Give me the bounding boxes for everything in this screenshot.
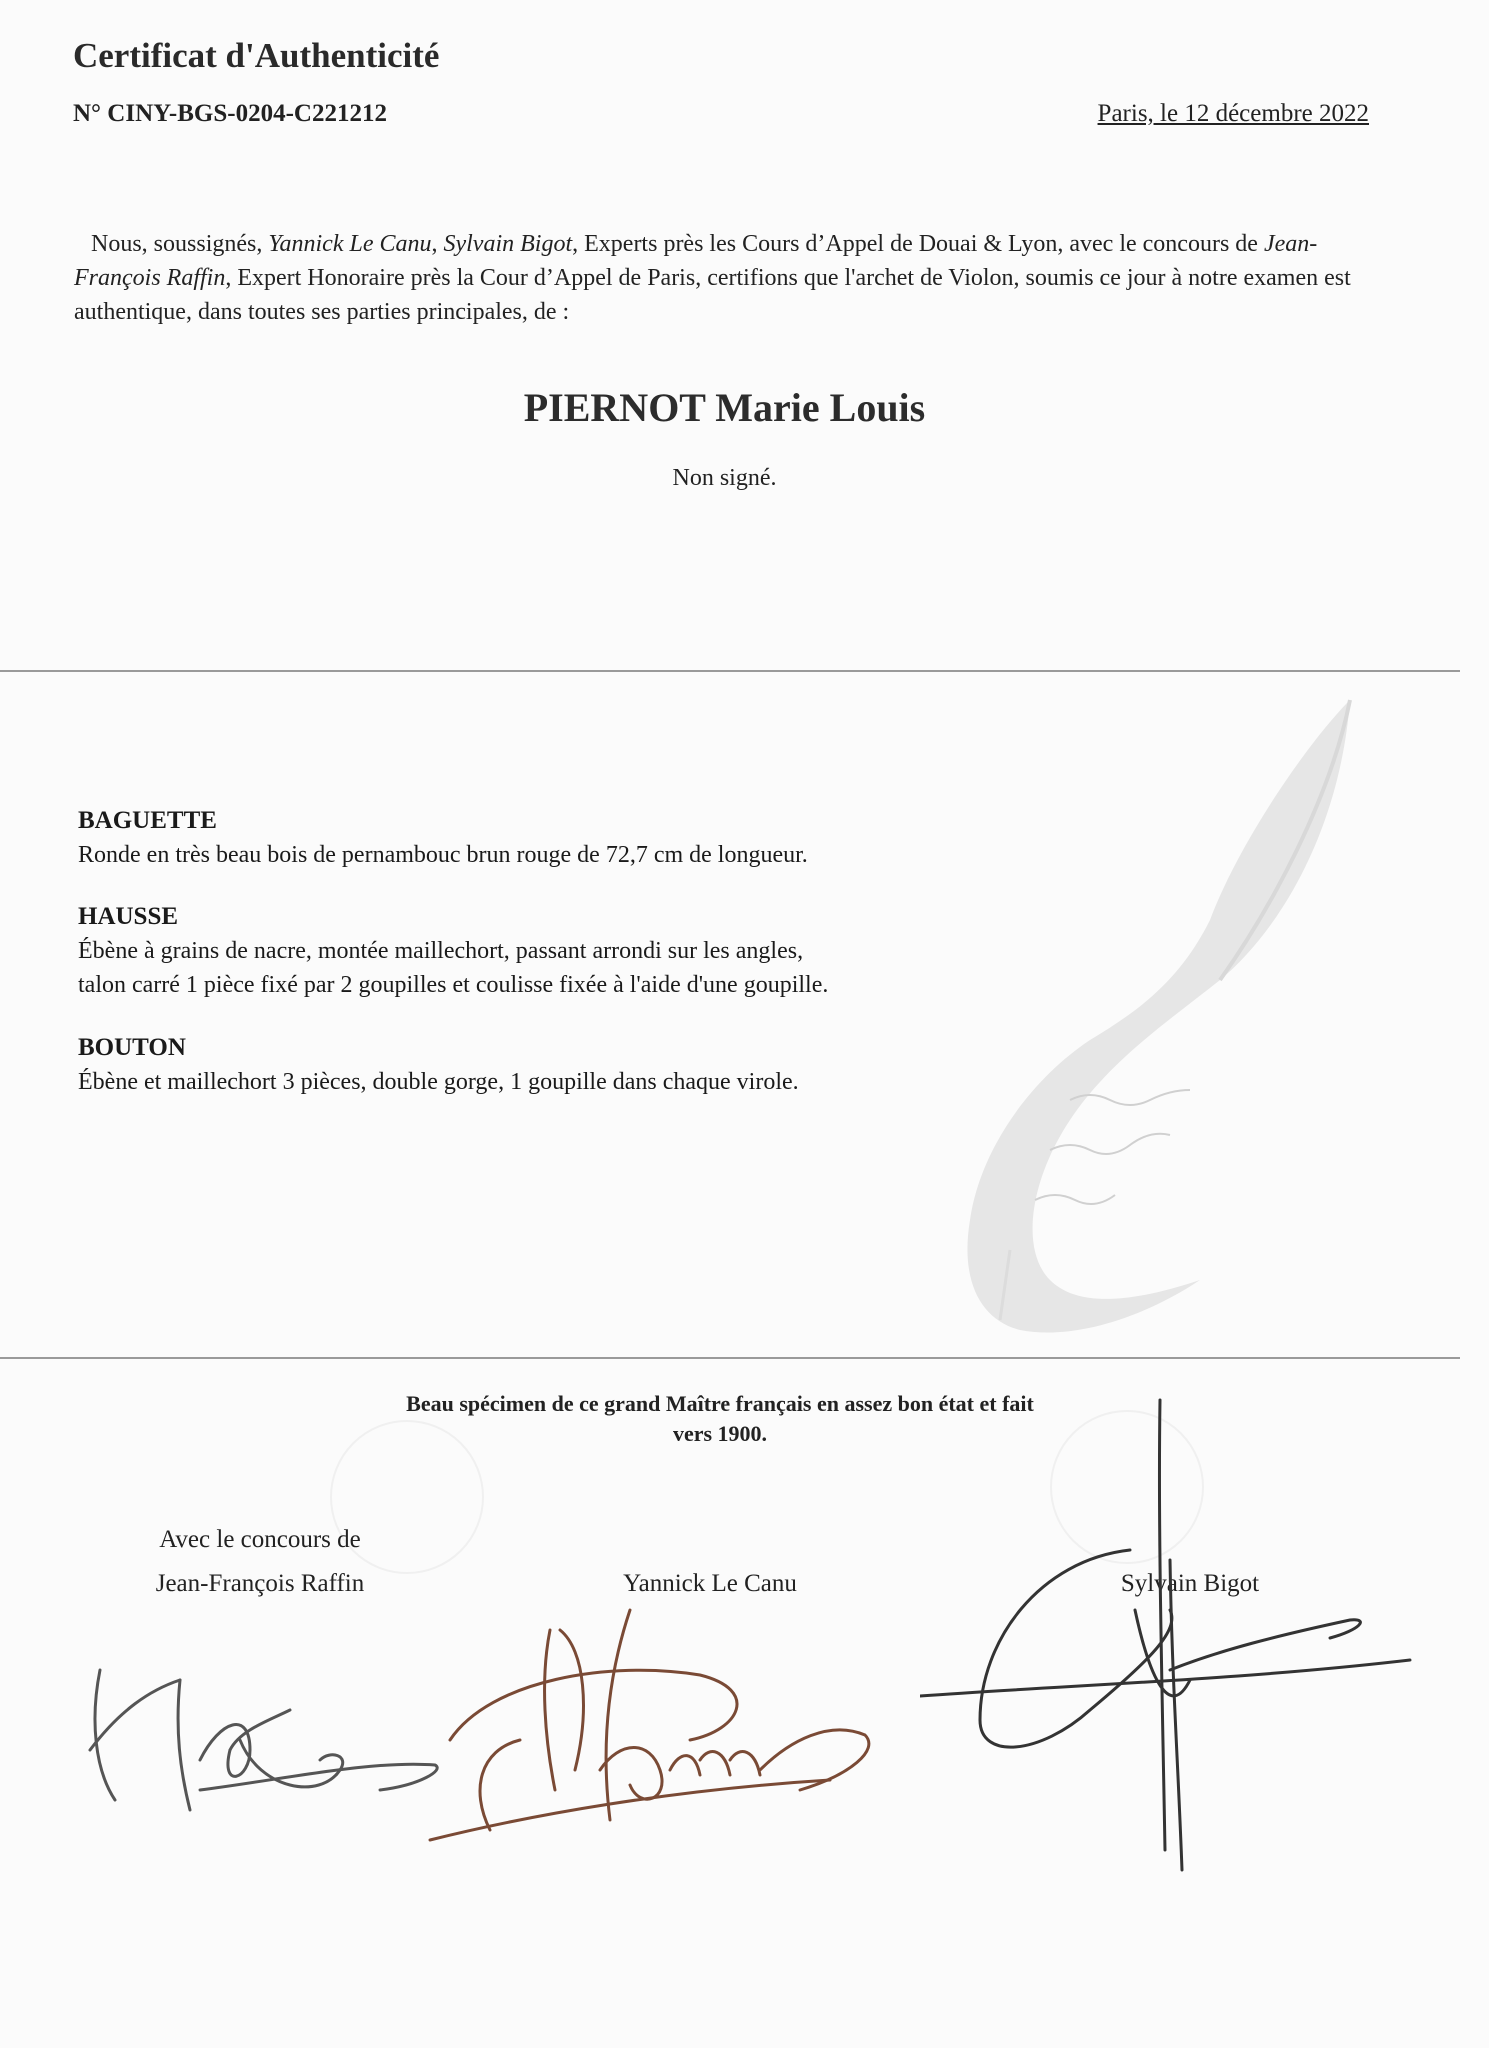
- section-hausse-text-1: Ébène à grains de nacre, montée maillechort, passant arrondi sur les angles,: [78, 938, 804, 964]
- section-baguette-title: BAGUETTE: [78, 807, 217, 834]
- signature-status: Non signé.: [672, 465, 777, 491]
- signatory-bigot: Sylvain Bigot: [1120, 1570, 1260, 1597]
- section-baguette-text: Ronde en très beau bois de pernambouc brun rouge de 72,7 cm de longueur.: [78, 842, 808, 868]
- expert-name-lecanu: Yannick Le Canu: [268, 231, 432, 257]
- conclusion-line-1: Beau spécimen de ce grand Maître français en assez bon état et fait: [406, 1391, 1034, 1416]
- section-bouton: [78, 1031, 1028, 1099]
- conclusion-line-2: vers 1900.: [672, 1421, 768, 1446]
- section-hausse: [78, 900, 1028, 1002]
- intro-text-2: ,: [431, 231, 444, 257]
- section-bouton-title: BOUTON: [78, 1034, 186, 1061]
- signature-lecanu-icon: [410, 1590, 890, 1870]
- section-hausse-title: HAUSSE: [78, 903, 179, 930]
- expert-name-bigot: Sylvain Bigot: [443, 231, 573, 257]
- certificate-title: Certificat d'Authenticité: [73, 36, 440, 75]
- section-baguette: [78, 804, 1028, 872]
- signatory-raffin: [115, 1518, 405, 1606]
- certificate-reference: N° CINY-BGS-0204-C221212: [73, 100, 387, 127]
- intro-text-1: Nous, soussignés,: [91, 231, 269, 257]
- maker-name: PIERNOT Marie Louis: [523, 385, 926, 430]
- section-hausse-text-2: talon carré 1 pièce fixé par 2 goupilles et coulisse fixée à l'aide d'une goupille.: [78, 972, 829, 998]
- signature-raffin-icon: [80, 1640, 460, 1830]
- signatory-lecanu: Yannick Le Canu: [623, 1570, 797, 1597]
- intro-text-4: , Expert Honoraire près la Cour d’Appel de Paris, certifions que l'archet de Violon, soumis ce jour à notre examen est authentique, dans toutes ses parties principales, de :: [74, 265, 1351, 325]
- place-date: Paris, le 12 décembre 2022: [1097, 100, 1369, 127]
- expert-name-raffin: Jean-François Raffin: [74, 231, 1318, 291]
- feather-watermark-icon: [940, 680, 1380, 1340]
- fold-line-top: [0, 670, 1460, 672]
- intro-paragraph: [74, 227, 1374, 329]
- signature-bigot-icon: [920, 1380, 1440, 1900]
- intro-text-3: , Experts près les Cours d’Appel de Douai & Lyon, avec le concours de: [572, 231, 1264, 257]
- fold-line-bottom: [0, 1357, 1460, 1359]
- signatory-raffin-line-2: Jean-François Raffin: [155, 1570, 365, 1597]
- section-bouton-text: Ébène et maillechort 3 pièces, double gorge, 1 goupille dans chaque virole.: [78, 1069, 799, 1095]
- signatory-raffin-line-1: Avec le concours de: [159, 1526, 361, 1553]
